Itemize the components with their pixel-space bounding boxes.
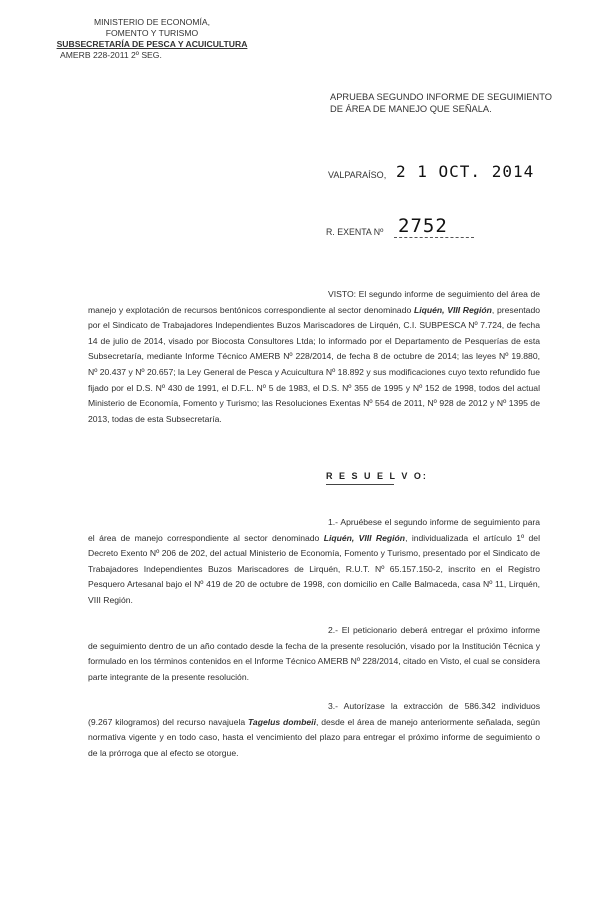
visto-text-1: El segundo informe de seguimiento del área de manejo y explotación de recursos bentónicos correspondiente al sector denominado: [88, 289, 541, 315]
file-reference: AMERB 228-2011 2º SEG.: [60, 50, 162, 60]
place-and-date: [328, 162, 568, 184]
ministry-name-line2: FOMENTO Y TURISMO: [105, 28, 199, 38]
resolution-number-label: R. EXENTA Nº: [326, 227, 384, 237]
item1-lead: 1.- Apruébese el segundo informe de: [328, 517, 471, 527]
date-stamp: 2 1 OCT. 2014: [396, 162, 535, 181]
item3-lead: 3.- Autorízase la extracción de 586.342: [328, 701, 496, 711]
item3-species: Tagelus dombeii: [248, 716, 316, 727]
resuelvo-item-2: [88, 623, 540, 685]
subsecretaria-name: SUBSECRETARÍA DE PESCA Y ACUICULTURA: [56, 39, 248, 49]
item2-text: informe de seguimiento dentro de un año contado desde la fecha de la presente resolución, visado por la Institución Técnica y formulado en los términos contenidos en el Informe Técnico AMERB Nº 228/2014, citado en Visto, el cual se considera parte integrante de la presente resolución.: [88, 625, 540, 682]
item1-text-2: , individualizada el artículo 1º del Decreto Exento Nº 206 de 202, del actual Ministerio de Economía, Fomento y Turismo, presentado por el Sindicato de Trabajadores Independientes Buzos Mariscadores de Lirquén, R.U.T. Nº 65.157.150-2, inscrito en el Registro Pesquero Artesanal bajo el Nº 419 de 20 de octubre de 1998, con domicilio en Calle Balmaceda, casa Nº 11, Lirquén, VIII Región.: [88, 532, 540, 605]
resolution-summary: APRUEBA SEGUNDO INFORME DE SEGUIMIENTO DE ÁREA DE MANEJO QUE SEÑALA.: [330, 92, 552, 114]
item3-text-2: , desde el área de manejo anteriormente señalada, según normativa vigente y en todo caso, hasta el vencimiento del plazo para entregar el próximo informe de seguimiento o de la prórroga que al efecto se otorgue.: [88, 716, 540, 758]
place-label: VALPARAÍSO,: [328, 170, 387, 180]
visto-sector: Liquén, VIII Región: [413, 304, 492, 315]
resuelvo-underline: [326, 484, 394, 485]
resuelvo-heading: R E S U E L V O:: [326, 471, 428, 481]
item2-lead: 2.- El peticionario deberá entregar el próximo: [328, 625, 508, 635]
letterhead: [52, 17, 252, 61]
ministry-name-line1: MINISTERIO DE ECONOMÍA,: [93, 17, 211, 27]
visto-paragraph: [88, 287, 540, 427]
visto-text-2: , presentado por el Sindicato de Trabajadores Independientes Buzos Mariscadores de Lirquén, C.I. SUBPESCA Nº 7.724, de fecha 14 de julio de 2014, visado por Biocosta Consultores Ltda; lo informado por el Departamento de Pesquerías de esta Subsecretaría, mediante Informe Técnico AMERB Nº 228/2014, de fecha 8 de octubre de 2014; las leyes Nº 19.880, Nº 20.437 y Nº 20.657; la Ley General de Pesca y Acuicultura Nº 18.892 y sus modificaciones cuyo texto refundido fue fijado por el D.S. Nº 430 de 1991, el D.F.L. Nº 5 de 1983, el D.S. Nº 355 de 1995 y Nº 152 de 1998, todos del actual Ministerio de Economía, Fomento y Turismo; las Resoluciones Exentas Nº 554 de 2011, Nº 928 de 2012 y Nº 1395 de 2013, todas de esta Subsecretaría.: [88, 304, 541, 424]
resolution-number-underline: [394, 237, 474, 238]
item1-text-1: seguimiento para el área de manejo correspondiente al sector denominado: [88, 517, 540, 543]
visto-label: VISTO:: [328, 289, 357, 299]
resolution-number-block: [326, 215, 546, 239]
resuelvo-item-1: [88, 515, 540, 609]
item3-text-1: individuos (9.267 kilogramos) del recurso navajuela: [88, 701, 540, 727]
resuelvo-item-3: [88, 699, 540, 761]
item1-sector: Liquén, VIII Región: [323, 532, 406, 543]
resolution-number: 2752: [398, 215, 448, 237]
